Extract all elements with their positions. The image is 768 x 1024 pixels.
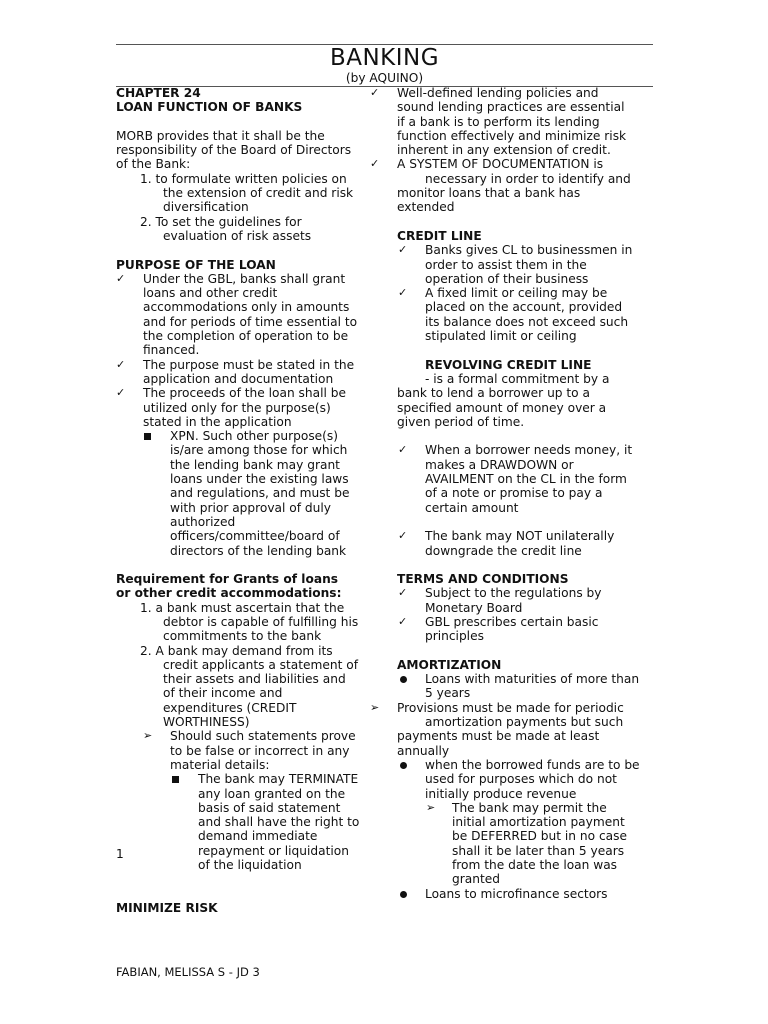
terms-item-2: ✓ GBL prescribes certain basic principles xyxy=(398,614,599,644)
check-icon: ✓ xyxy=(398,586,408,600)
revolving-definition: - is a formal commitment by a bank to lend a borrower up to a specified amount of money over a given period of time. xyxy=(397,371,610,429)
chapter-label: CHAPTER 24 xyxy=(116,86,201,100)
amortization-item-3: when the borrowed funds are to be used for purposes which do not initially produce revenue xyxy=(370,758,655,801)
left-column xyxy=(116,86,374,915)
numbered-item-2: 2. To set the guidelines for evaluation of risk assets xyxy=(140,214,312,243)
minimize-risk-heading: MINIMIZE RISK xyxy=(116,900,218,915)
terminate-item: The bank may TERMINATE any loan granted on the basis of said statement and shall have the right to demand immediate repayment or liquidation of the liquidation xyxy=(116,772,374,872)
credit-line-item-1: ✓ Banks gives CL to businessmen in order to assist them in the operation of their business xyxy=(398,243,633,286)
requirement-item-2: 2. A bank may demand from its credit applicants a statement of their assets and liabilities and of their income and expenditures (CREDIT WORTHINESS) xyxy=(140,643,359,730)
amortization-item-1: Loans with maturities of more than 5 years xyxy=(370,672,655,701)
amortization-subitem: ➢ The bank may permit the initial amortization payment be DEFERRED but in no case shall it be later than 5 years from the date the loan was granted xyxy=(426,800,627,887)
amortization-item-4: Loans to microfinance sectors xyxy=(370,887,655,901)
policies-item: ✓ Well-defined lending policies and sound lending practices are essential if a bank is to perform its lending function effectively and minimize risk inherent in any extension of credit. xyxy=(370,86,627,158)
purpose-item-1: ✓ Under the GBL, banks shall grant loans and other credit accommodations only in amounts and for periods of time essential to the completion of operation to be financed. xyxy=(116,271,358,358)
page-title: BANKING xyxy=(329,45,440,71)
square-bullet-icon xyxy=(172,776,179,783)
intro-paragraph: MORB provides that it shall be the responsibility of the Board of Directors of the Bank: xyxy=(116,128,352,172)
check-icon: ✓ xyxy=(116,357,126,371)
purpose-item-2: ✓ The purpose must be stated in the application and documentation xyxy=(116,357,355,386)
check-icon: ✓ xyxy=(398,529,408,543)
round-bullet-icon xyxy=(400,762,407,769)
check-icon: ✓ xyxy=(398,614,408,628)
check-icon: ✓ xyxy=(370,86,380,99)
check-icon: ✓ xyxy=(370,157,380,171)
check-icon: ✓ xyxy=(398,443,408,457)
check-icon: ✓ xyxy=(116,386,126,400)
square-bullet-icon xyxy=(144,433,151,440)
round-bullet-icon xyxy=(400,891,407,898)
footer-author: FABIAN, MELISSA S - JD 3 xyxy=(116,965,260,979)
credit-line-heading: CREDIT LINE xyxy=(397,228,482,243)
requirement-subitem: ➢ Should such statements prove to be false or incorrect in any material details: xyxy=(143,729,356,772)
byline: (by AQUINO) xyxy=(345,71,424,85)
check-icon: ✓ xyxy=(116,271,126,285)
numbered-item-1: 1. to formulate written policies on the extension of credit and risk diversification xyxy=(140,171,354,215)
arrowhead-icon: ➢ xyxy=(426,800,436,814)
purpose-heading: PURPOSE OF THE LOAN xyxy=(116,257,276,272)
arrowhead-icon: ➢ xyxy=(370,700,380,714)
revolving-item-1: ✓ When a borrower needs money, it makes a DRAWDOWN or AVAILMENT on the CL in the form of a note or promise to pay a certain amount xyxy=(398,443,633,515)
documentation-item: ✓ A SYSTEM OF DOCUMENTATION is necessary in order to identify and monitor loans that a bank has extended xyxy=(370,157,631,215)
check-icon: ✓ xyxy=(398,286,408,300)
amortization-heading: AMORTIZATION xyxy=(397,657,502,672)
terms-item-1: ✓ Subject to the regulations by Monetary Board xyxy=(398,586,602,615)
amortization-item-2: ➢ Provisions must be made for periodic amortization payments but such payments must be made at least annually xyxy=(370,700,624,758)
chapter-title: LOAN FUNCTION OF BANKS xyxy=(116,100,303,115)
page-number: 1 xyxy=(116,847,124,861)
revolving-credit-line-heading: REVOLVING CREDIT LINE xyxy=(425,357,592,372)
xpn-item: XPN. Such other purpose(s) is/are among those for which the lending bank may grant loans under the existing laws and regulations, and must be with prior approval of duly authorized officers/committee/board of directors of the lending bank xyxy=(116,429,374,558)
arrowhead-icon: ➢ xyxy=(143,729,153,743)
credit-line-item-2: ✓ A fixed limit or ceiling may be placed on the account, provided its balance does not exceed such stipulated limit or ceiling xyxy=(398,286,629,344)
check-icon: ✓ xyxy=(398,243,408,257)
requirement-heading: Requirement for Grants of loans or other credit accommodations: xyxy=(116,572,342,601)
terms-heading: TERMS AND CONDITIONS xyxy=(397,572,569,587)
round-bullet-icon xyxy=(400,676,407,683)
purpose-item-3: ✓ The proceeds of the loan shall be utilized only for the purpose(s) stated in the application xyxy=(116,386,346,429)
right-column xyxy=(370,86,655,901)
requirement-item-1: 1. a bank must ascertain that the debtor is capable of fulfilling his commitments to the bank xyxy=(140,600,359,644)
revolving-item-2: ✓ The bank may NOT unilaterally downgrade the credit line xyxy=(398,529,615,558)
